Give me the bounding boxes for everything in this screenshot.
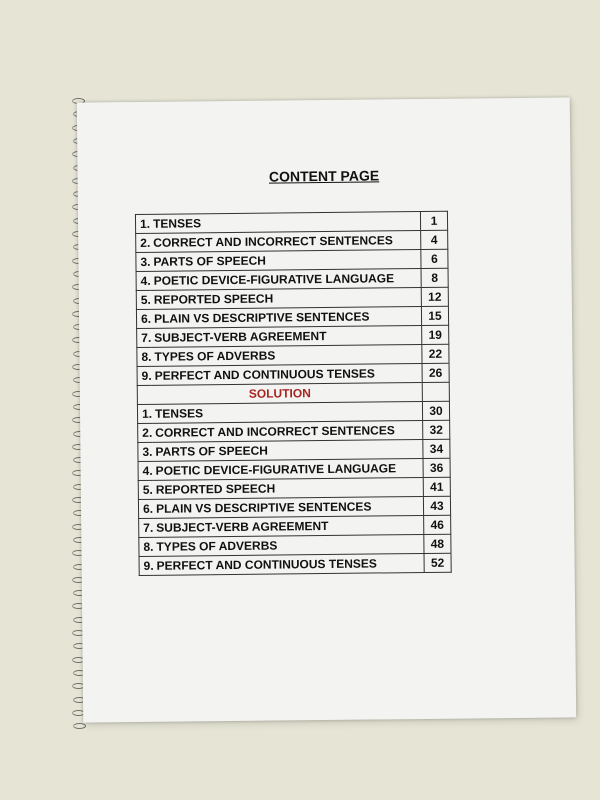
entry-page: 12 (421, 287, 448, 306)
entry-page: 48 (424, 534, 451, 553)
solution-heading: SOLUTION (137, 382, 422, 404)
entry-title: PERFECT AND CONTINUOUS TENSES (154, 553, 425, 575)
entry-number: 4. (138, 461, 153, 480)
entry-number: 6. (138, 499, 153, 518)
entry-title: PLAIN VS DESCRIPTIVE SENTENCES (151, 307, 422, 329)
entry-page: 19 (422, 325, 449, 344)
entry-title: REPORTED SPEECH (151, 288, 422, 310)
entry-title: SUBJECT-VERB AGREEMENT (153, 515, 424, 537)
entry-title: PARTS OF SPEECH (152, 439, 423, 461)
entry-title: TYPES OF ADVERBS (153, 534, 424, 556)
entry-page: 1 (420, 211, 447, 230)
entry-page: 30 (422, 401, 449, 420)
entry-page: 52 (424, 553, 451, 572)
entry-number: 7. (139, 518, 154, 537)
entry-title: CORRECT AND INCORRECT SENTENCES (150, 231, 421, 253)
entry-page: 8 (421, 268, 448, 287)
entry-page: 26 (422, 363, 449, 382)
entry-page: 43 (423, 496, 450, 515)
entry-number: 9. (137, 366, 152, 385)
entry-number: 5. (136, 290, 151, 309)
entry-page: 32 (423, 420, 450, 439)
entry-number: 2. (136, 233, 151, 252)
entry-number: 8. (139, 537, 154, 556)
page-title: CONTENT PAGE (268, 167, 380, 185)
entry-title: POETIC DEVICE-FIGURATIVE LANGUAGE (151, 269, 422, 291)
entry-number: 5. (138, 480, 153, 499)
entry-number: 6. (136, 309, 151, 328)
entry-title: TYPES OF ADVERBS (151, 344, 422, 366)
spiral-coil (73, 723, 86, 729)
entry-number: 1. (137, 404, 152, 423)
document-page (77, 97, 576, 722)
entry-title: CORRECT AND INCORRECT SENTENCES (152, 420, 423, 442)
entry-number: 7. (137, 328, 152, 347)
entry-title: TENSES (150, 212, 421, 234)
entry-number: 2. (138, 423, 153, 442)
entry-title: PERFECT AND CONTINUOUS TENSES (152, 363, 423, 385)
contents-table (135, 211, 452, 576)
entry-page: 34 (423, 439, 450, 458)
entry-number: 1. (135, 214, 150, 233)
entry-title: PARTS OF SPEECH (150, 250, 421, 272)
entry-page: 6 (421, 249, 448, 268)
entry-number: 3. (138, 442, 153, 461)
entry-page: 15 (421, 306, 448, 325)
entry-number: 4. (136, 271, 151, 290)
entry-number: 8. (137, 347, 152, 366)
entry-page: 4 (421, 230, 448, 249)
entry-title: TENSES (152, 401, 423, 423)
entry-title: PLAIN VS DESCRIPTIVE SENTENCES (153, 496, 424, 518)
solutions-row (139, 553, 451, 575)
entry-page: 41 (423, 477, 450, 496)
entry-title: POETIC DEVICE-FIGURATIVE LANGUAGE (153, 458, 424, 480)
entry-title: SUBJECT-VERB AGREEMENT (151, 325, 422, 347)
entry-number: 3. (136, 252, 151, 271)
empty-page-cell (422, 382, 449, 401)
entry-title: REPORTED SPEECH (153, 477, 424, 499)
entry-page: 46 (424, 515, 451, 534)
entry-page: 36 (423, 458, 450, 477)
entry-number: 9. (139, 556, 154, 575)
entry-page: 22 (422, 344, 449, 363)
